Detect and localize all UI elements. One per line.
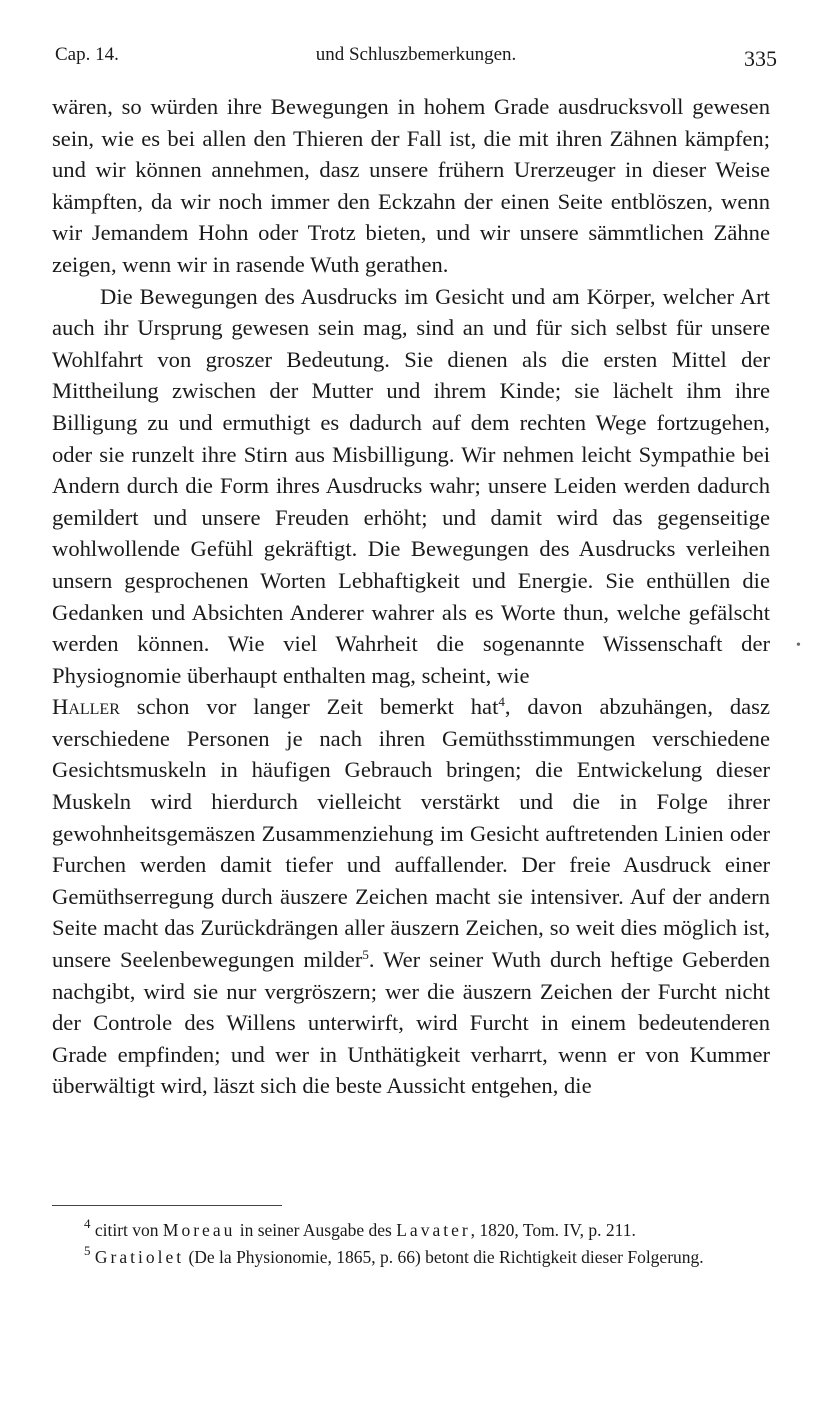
margin-mark: • (796, 638, 801, 653)
footnote-5-text: (De la Physionomie, 1865, p. 66) betont die Richtigkeit dieser Folgerung. (184, 1247, 704, 1267)
footnotes (50, 1217, 772, 1271)
chapter-label: Cap. 14. (55, 44, 119, 65)
footnote-4-author-lavater: Lavater (396, 1220, 471, 1240)
footnote-4-text-b: in seiner Ausgabe des (235, 1220, 397, 1240)
page-number: 335 (744, 46, 777, 71)
footnote-4-text-c: , 1820, Tom. IV, p. 211. (470, 1220, 636, 1240)
footnote-4 (50, 1217, 772, 1244)
paragraph-2 (52, 281, 770, 1102)
footnote-4-author-moreau: Moreau (162, 1220, 236, 1240)
main-text (52, 91, 770, 1102)
paragraph-2-text-a: Die Bewegungen des Ausdrucks im Gesicht und am Körper, welcher Art auch ihr Ursprung gewesen sein mag, sind an und für sich selbst für unsere Wohlfahrt von groszer Bedeutung. Sie dienen als die ersten Mittel der Mittheilung zwischen der Mutter und ihrem Kinde; sie lächelt ihm ihre Billigung zu und ermuthigt es dadurch auf dem rechten Wege fortzugehen, oder sie runzelt ihre Stirn aus Misbilligung. Wir nehmen leicht Sympathie bei Andern durch die Form ihres Ausdrucks wahr; unsere Leiden werden dadurch gemildert und unsere Freuden erhöht; und damit wird das gegenseitige wohlwollende Gefühl gekräftigt. Die Bewegungen des Ausdrucks verleihen unsern gesprochenen Worten Lebhaftigkeit und Energie. Sie enthüllen die Gedanken und Absichten Anderer wahrer als es Worte thun, welche gefälscht werden können. Wie viel Wahrheit die sogenannte Wissenschaft der Physiognomie überhaupt enthalten mag, scheint, wie (52, 283, 770, 688)
footnote-5-mark: 5 (84, 1243, 91, 1258)
footnote-ref-5[interactable]: 5 (362, 947, 369, 963)
footnote-4-text-a: citirt von (94, 1220, 163, 1240)
paragraph-2-text-d: . Wer seiner Wuth durch heftige Geberden nachgibt, wird sie nur vergröszern; wer die äuszern Zeichen der Furcht nicht der Controle des Willens unterwirft, wird Furcht in einem bedeutenderen Grade empfinden; und wer in Unthätigkeit verharrt, wenn er von Kummer überwältigt wird, läszt sich die beste Aussicht entgehen, die (52, 947, 770, 1099)
running-title: und Schluszbemerkungen. (315, 44, 517, 65)
footnote-rule (52, 1205, 282, 1206)
paragraph-2-text-b: schon vor langer Zeit bemerkt hat (119, 694, 499, 720)
footnote-5-author-gratiolet: Gratiolet (94, 1247, 185, 1267)
footnote-5 (50, 1244, 772, 1271)
footnote-ref-4[interactable]: 4 (498, 694, 505, 710)
author-name-haller: Haller (52, 694, 120, 720)
footnote-4-mark: 4 (84, 1216, 91, 1231)
running-head (55, 44, 777, 74)
paragraph-1: wären, so würden ihre Bewegungen in hohem Grade ausdrucksvoll gewesen sein, wie es bei allen den Thieren der Fall ist, die mit ihren Zähnen kämpfen; und wir können annehmen, dasz unsere frühern Urerzeuger in dieser Weise kämpften, da wir noch immer den Eckzahn der einen Seite entblöszen, wenn wir Jemandem Hohn oder Trotz bieten, und wir unsere sämmtlichen Zähne zeigen, wenn wir in rasende Wuth gerathen. (52, 94, 770, 277)
paragraph-2-text-c: , davon abzuhängen, dasz verschiedene Personen je nach ihren Gemüthsstimmungen verschiedene Gesichtsmuskeln in häufigen Gebrauch bringen; die Entwickelung dieser Muskeln wird hierdurch vielleicht verstärkt und die in Folge ihrer gewohnheitsgemäszen Zusammenziehung im Gesicht auftretenden Linien oder Furchen werden damit tiefer und auffallender. Der freie Ausdruck einer Gemüthserregung durch äuszere Zeichen macht sie intensiver. Auf der andern Seite macht das Zurückdrängen aller äuszern Zeichen, so weit dies möglich ist, unsere Seelenbewegungen milder (52, 694, 771, 973)
